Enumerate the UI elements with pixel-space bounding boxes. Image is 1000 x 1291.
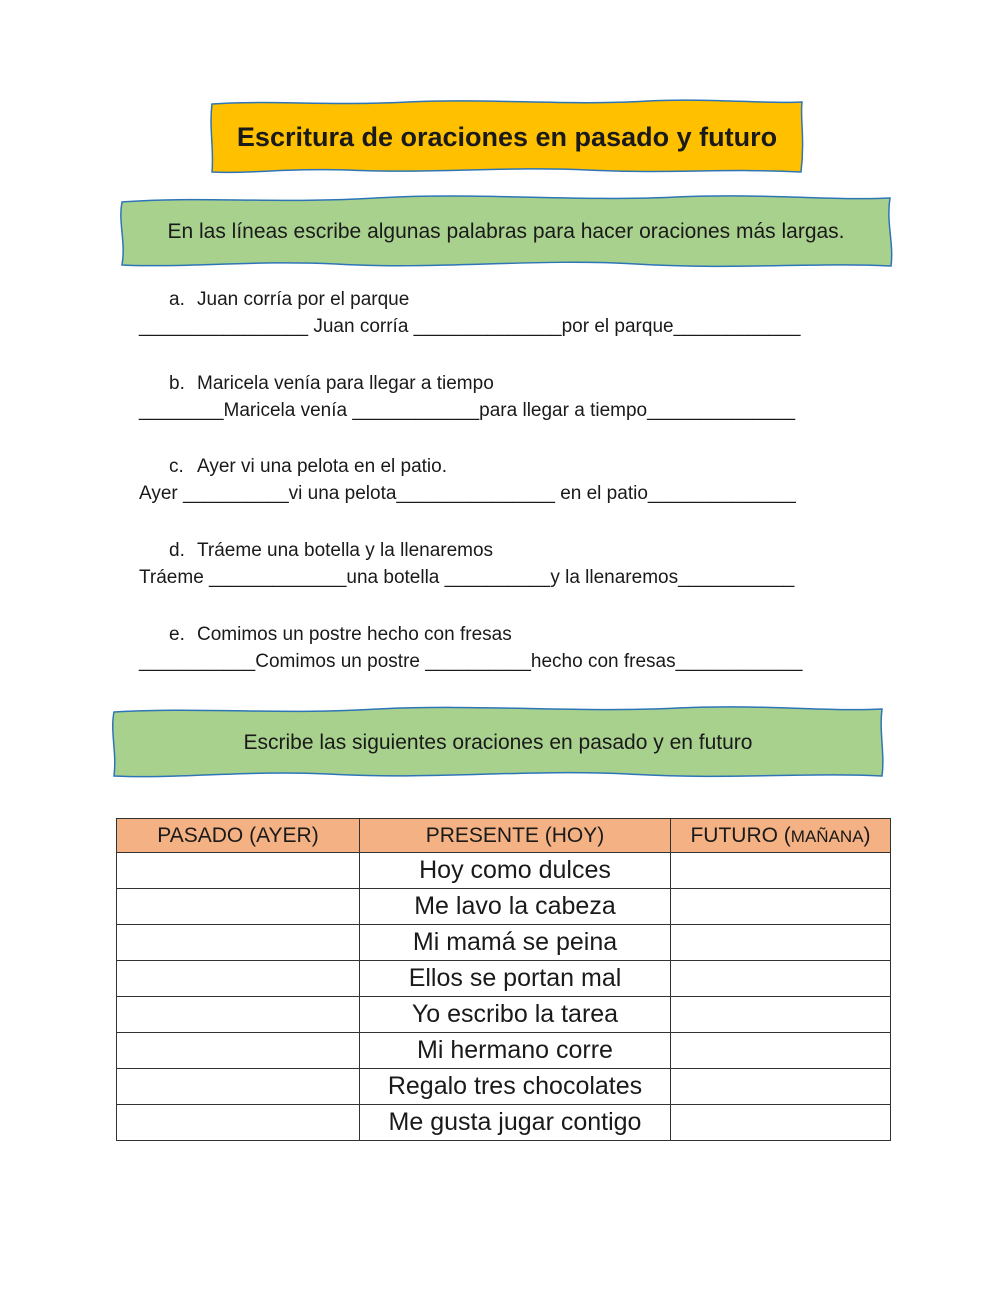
future-answer-cell[interactable]	[671, 1033, 891, 1069]
header-present: PRESENTE (HOY)	[360, 819, 671, 853]
present-sentence: Yo escribo la tarea	[360, 997, 671, 1033]
table-row	[117, 853, 891, 889]
exercise-answer-line[interactable]: ________________ Juan corría ______________por el parque____________	[139, 316, 801, 337]
exercise-item	[139, 286, 859, 340]
exercise-item	[139, 453, 859, 507]
present-sentence: Ellos se portan mal	[360, 961, 671, 997]
present-sentence: Me lavo la cabeza	[360, 889, 671, 925]
instruction-text-2: Escribe las siguientes oraciones en pasado y en futuro	[243, 731, 753, 754]
tense-table	[116, 818, 891, 1141]
future-answer-cell[interactable]	[671, 925, 891, 961]
past-answer-cell[interactable]	[117, 889, 360, 925]
past-answer-cell[interactable]	[117, 961, 360, 997]
exercise-sentence: Ayer vi una pelota en el patio.	[197, 456, 447, 477]
future-answer-cell[interactable]	[671, 853, 891, 889]
exercise-prompt	[139, 453, 859, 480]
future-answer-cell[interactable]	[671, 889, 891, 925]
past-answer-cell[interactable]	[117, 853, 360, 889]
table-header-row	[117, 819, 891, 853]
exercise-letter: b.	[169, 373, 185, 394]
exercise-sentence: Tráeme una botella y la llenaremos	[197, 540, 494, 561]
exercise-prompt	[139, 537, 859, 564]
table-row	[117, 925, 891, 961]
exercise-answer-line[interactable]: Tráeme _____________una botella __________y la llenaremos___________	[139, 567, 795, 588]
exercise-sentence: Juan corría por el parque	[197, 289, 410, 310]
present-sentence: Regalo tres chocolates	[360, 1069, 671, 1105]
future-answer-cell[interactable]	[671, 1069, 891, 1105]
exercise-letter: a.	[169, 289, 185, 310]
present-sentence: Me gusta jugar contigo	[360, 1105, 671, 1141]
future-answer-cell[interactable]	[671, 997, 891, 1033]
past-answer-cell[interactable]	[117, 1033, 360, 1069]
exercise-item	[139, 537, 859, 591]
instruction-banner-1	[116, 192, 896, 272]
instruction-text-1: En las líneas escribe algunas palabras para hacer oraciones más largas.	[167, 220, 845, 243]
future-answer-cell[interactable]	[671, 1105, 891, 1141]
table-row	[117, 1069, 891, 1105]
page-title: Escritura de oraciones en pasado y futuro	[236, 121, 778, 152]
table-row	[117, 1105, 891, 1141]
table-row	[117, 997, 891, 1033]
exercise-letter: e.	[169, 624, 185, 645]
exercise-item	[139, 621, 859, 675]
exercise-answer-line[interactable]: ________Maricela venía ____________para llegar a tiempo______________	[139, 400, 796, 421]
header-future-word: FUTURO (	[690, 823, 791, 847]
exercise-sentence: Comimos un postre hecho con fresas	[197, 624, 512, 645]
present-sentence: Mi hermano corre	[360, 1033, 671, 1069]
past-answer-cell[interactable]	[117, 1069, 360, 1105]
exercise-prompt	[139, 370, 859, 397]
past-answer-cell[interactable]	[117, 925, 360, 961]
present-sentence: Mi mamá se peina	[360, 925, 671, 961]
header-past: PASADO (AYER)	[117, 819, 360, 853]
exercise-sentence: Maricela venía para llegar a tiempo	[197, 373, 494, 394]
header-future	[671, 819, 891, 853]
exercise-prompt	[139, 621, 859, 648]
future-answer-cell[interactable]	[671, 961, 891, 997]
exercise-item	[139, 370, 859, 424]
table-row	[117, 961, 891, 997]
past-answer-cell[interactable]	[117, 1105, 360, 1141]
exercise-answer-line[interactable]: ___________Comimos un postre __________hecho con fresas____________	[139, 651, 803, 672]
header-future-close: )	[863, 823, 871, 847]
table-row	[117, 889, 891, 925]
header-future-day: MAÑANA	[790, 826, 864, 846]
exercise-prompt	[139, 286, 859, 313]
instruction-banner-2	[108, 704, 888, 782]
past-answer-cell[interactable]	[117, 997, 360, 1033]
present-sentence: Hoy como dulces	[360, 853, 671, 889]
table-row	[117, 1033, 891, 1069]
exercise-letter: d.	[169, 540, 185, 561]
exercise-answer-line[interactable]: Ayer __________vi una pelota_______________ en el patio______________	[139, 483, 796, 504]
title-banner	[208, 98, 806, 176]
exercise-letter: c.	[169, 456, 184, 477]
